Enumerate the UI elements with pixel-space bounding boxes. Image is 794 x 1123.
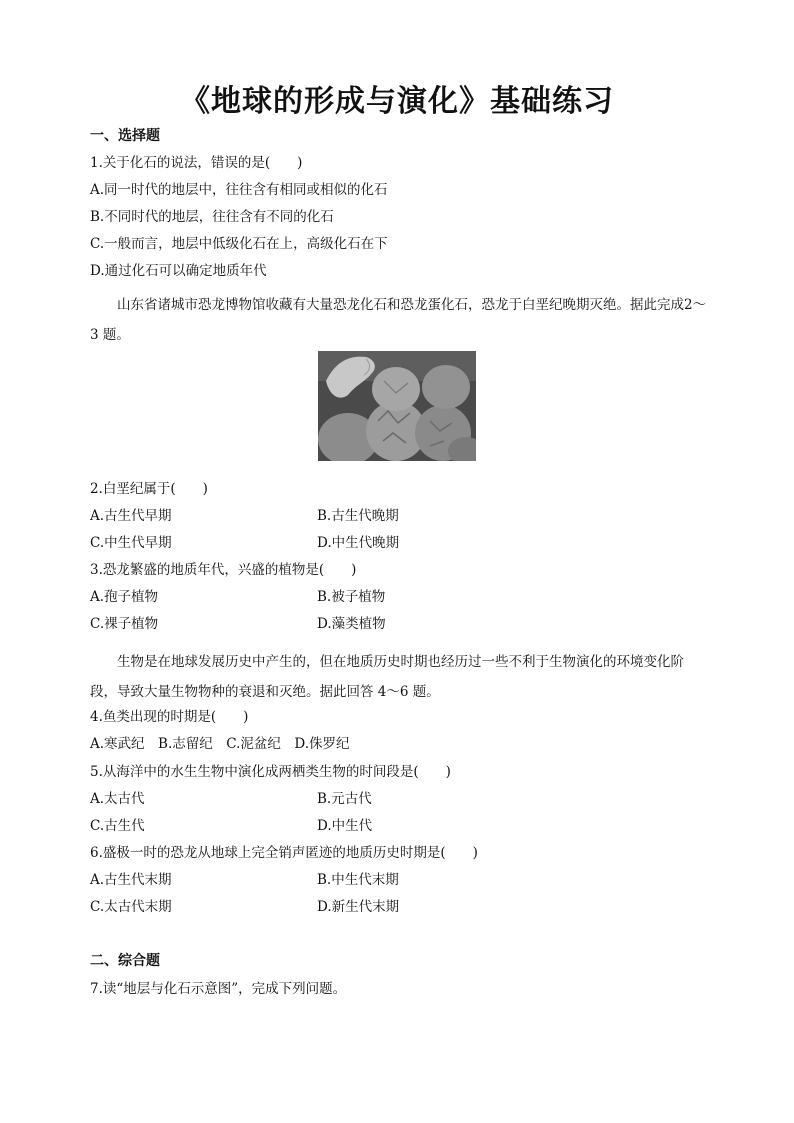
q4-options: A.寒武纪 B.志留纪 C.泥盆纪 D.侏罗纪 (90, 736, 350, 752)
q1-option-d: D.通过化石可以确定地质年代 (90, 263, 267, 279)
q4-stem: 4.鱼类出现的时期是( ) (90, 709, 249, 725)
section-heading-comprehensive: 二、综合题 (90, 953, 160, 969)
q6-option-b: B.中生代末期 (317, 872, 399, 888)
q1-stem: 1.关于化石的说法，错误的是( ) (90, 155, 303, 171)
q6-stem: 6.盛极一时的恐龙从地球上完全销声匿迹的地质历史时期是( ) (90, 845, 478, 861)
q7-stem: 7.读“地层与化石示意图”，完成下列问题。 (90, 981, 347, 997)
q2-option-b: B.古生代晚期 (317, 508, 399, 524)
q5-option-d: D.中生代 (317, 818, 373, 834)
q1-option-a: A.同一时代的地层中，往往含有相同或相似的化石 (90, 182, 388, 198)
q6-option-c: C.太古代末期 (90, 899, 172, 915)
q5-option-c: C.古生代 (90, 818, 145, 834)
q2-option-a: A.古生代早期 (90, 508, 172, 524)
q2-stem: 2.白垩纪属于( ) (90, 481, 208, 497)
document-title: 《地球的形成与演化》基础练习 (180, 84, 614, 119)
q6-option-a: A.古生代末期 (90, 872, 172, 888)
intro-paragraph-dinosaur: 山东省诸城市恐龙博物馆收藏有大量恐龙化石和恐龙蛋化石，恐龙于白垩纪晚期灭绝。据此完成2～3 题。 (90, 297, 707, 343)
q3-option-a: A.孢子植物 (90, 589, 159, 605)
q3-option-d: D.藻类植物 (317, 616, 386, 632)
q5-stem: 5.从海洋中的水生生物中演化成两栖类生物的时间段是( ) (90, 764, 451, 780)
q2-option-d: D.中生代晚期 (317, 535, 400, 551)
q1-option-b: B.不同时代的地层，往往含有不同的化石 (90, 209, 334, 225)
q6-option-d: D.新生代末期 (317, 899, 400, 915)
q5-option-a: A.太古代 (90, 791, 145, 807)
q3-option-b: B.被子植物 (317, 589, 386, 605)
intro-paragraph-evolution: 生物是在地球发展历史中产生的，但在地质历史时期也经历过一些不利于生物演化的环境变化阶段，导致大量生物物种的衰退和灭绝。据此回答 4～6 题。 (90, 654, 684, 700)
q5-option-b: B.元古代 (317, 791, 372, 807)
q2-option-c: C.中生代早期 (90, 535, 172, 551)
q1-option-c: C.一般而言，地层中低级化石在上，高级化石在下 (90, 236, 388, 252)
q3-option-c: C.裸子植物 (90, 616, 159, 632)
section-heading-choice: 一、选择题 (90, 128, 160, 144)
q3-stem: 3.恐龙繁盛的地质年代，兴盛的植物是( ) (90, 562, 357, 578)
dinosaur-egg-fossil-photo (318, 351, 476, 461)
